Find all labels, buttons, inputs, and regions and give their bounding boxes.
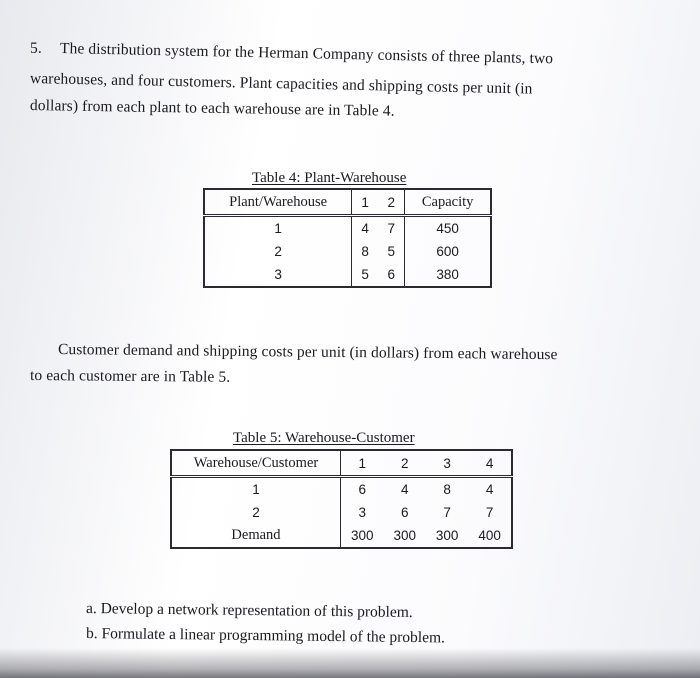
table5-cell: 3 [358,505,366,520]
question-a-text: Develop a network representation of this problem. [100,600,413,621]
table4-header: Plant/Warehouse [204,189,352,216]
question-b [86,625,445,647]
table5-cell: 2 [171,501,340,524]
question-a [86,600,413,622]
table4-header-row [204,189,491,216]
question-b-label: b. [85,625,98,643]
middle-line-2: to each customer are in Table 5. [29,367,231,386]
table4-cell: 3 [204,263,352,287]
table4-header: 2 [378,189,405,216]
table5-cell: 6 [400,505,409,520]
table5-cell: 6 [358,482,366,497]
table5 [170,449,513,549]
table5-cell: 7 [443,505,451,520]
table5-row [171,477,512,502]
table4-cell: 600 [436,244,459,259]
table5-header: Warehouse/Customer [171,450,340,477]
table4-cell: 7 [378,216,405,241]
table5-header-row [171,450,512,477]
table5-row [171,501,512,524]
table5-cell: 300 [393,528,416,543]
intro-line-2: warehouses, and four customers. Plant capacities and shipping costs per unit (in [29,70,533,98]
table5-cell: 8 [443,482,451,497]
problem-number: 5. [30,40,42,57]
table4-row [204,216,491,241]
table4-cell: 6 [378,263,405,287]
table5-header: 1 [340,450,383,477]
table4-row [204,263,491,287]
table5-cell: 7 [485,505,494,520]
photo-shadow [0,648,700,678]
table5-cell: 300 [350,528,374,543]
table4-cell: 450 [436,221,459,236]
table4-row [204,240,491,263]
table5-cell: Demand [171,524,340,548]
table5-cell: 300 [435,528,459,543]
intro-line-1: The distribution system for the Herman Company consists of three plants, two [59,40,554,68]
table4-cell: 5 [378,240,405,263]
middle-line-1: Customer demand and shipping costs per unit (in dollars) from each warehouse [57,341,558,364]
question-a-label: a. [85,600,97,618]
table5-row [171,524,512,548]
table4-cell: 1 [204,216,352,241]
table5-header: 4 [468,450,512,477]
intro-line-3: dollars) from each plant to each warehouse are in Table 4. [29,97,395,120]
table4-cell: 2 [204,240,352,263]
table5-cell: 1 [171,477,340,502]
table5-header: 3 [426,450,468,477]
table4-cell: 4 [361,221,369,236]
table5-cell: 4 [485,482,494,497]
table4-cell: 380 [436,267,459,282]
table4-header: 1 [352,189,379,216]
table5-header: 2 [384,450,426,477]
table4-header: Capacity [405,189,491,216]
table4-cell: 5 [361,267,369,282]
table5-cell: 4 [400,482,409,497]
table4-title: Table 4: Plant-Warehouse [252,170,407,186]
table4-cell: 8 [361,244,369,259]
table5-cell: 400 [478,528,501,543]
table4 [203,188,492,288]
table5-title: Table 5: Warehouse-Customer [233,430,415,446]
question-b-text: Formulate a linear programming model of the problem. [101,625,446,647]
